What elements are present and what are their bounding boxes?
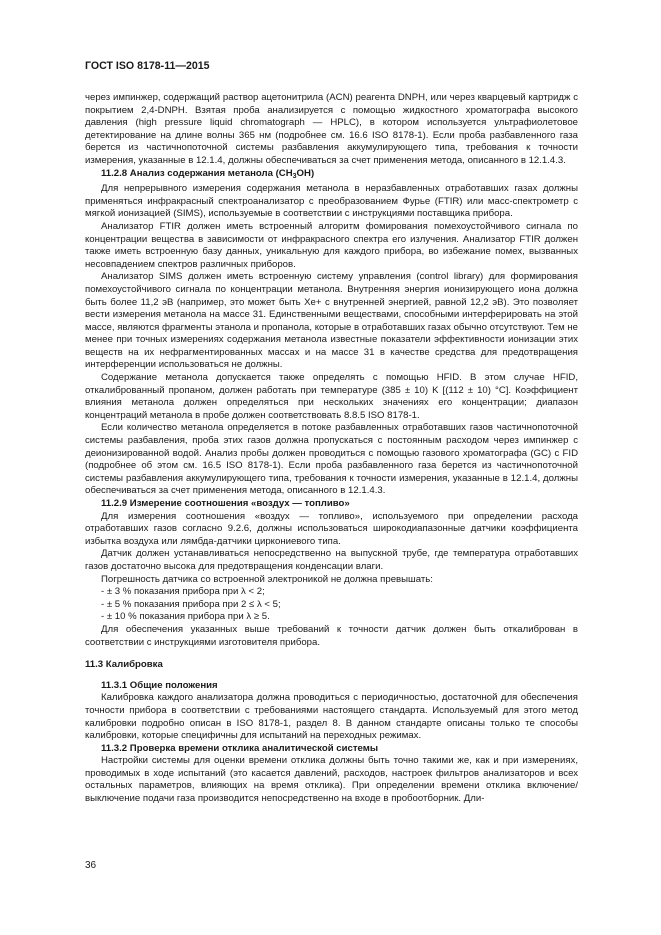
subscript: 3 [292,172,297,180]
paragraph: Для измерения соотношения «воздух — топливо», используемого при определении расхода отработавших газов согласно 9.2.6, должны использоваться широкодиапазонные датчики коэффициента избытка воздуха или лямбда-датчики циркониевого типа. [85,510,578,547]
page-number: 36 [85,860,97,871]
list-item: - ± 3 % показания прибора при λ < 2; [101,586,265,598]
heading-text: OH) [296,167,315,179]
section-heading: 11.3 Калибровка [85,659,163,671]
paragraph: Настройки системы для оценки времени отклика должны быть точно такими же, как и при измерениях, проводимых в ходе испытаний (это касается давлений, расходов, настроек фильтров анализаторов и всех остальных параметров, влияющих на время отклика). При определении времени отклика включение/выключение подачи газа производится непосредственно на входе в пробоотборник. Дли- [85,755,578,805]
paragraph: Датчик должен устанавливаться непосредственно на выпускной трубе, где температура отработавших газов достаточно высока для предотвращения конденсации влаги. [85,548,578,572]
document-header: ГОСТ ISO 8178-11—2015 [85,60,210,72]
document-body [85,92,578,806]
section-heading [85,168,578,184]
paragraph: Погрешность датчика со встроенной электроникой не должна превышать: [101,573,433,585]
paragraph: Для непрерывного измерения содержания метанола в неразбавленных отработавших газах должны применяться инфракрасный спектроанализатор с преобразованием Фурье (FTIR) или масс-спектрометр с мягкой ионизацией (SIMS), используемые в соответствии с инструкциями поставщика прибора. [85,183,578,220]
section-heading: 11.3.1 Общие положения [101,679,218,691]
paragraph: Калибровка каждого анализатора должна проводиться с периодичностью, достаточной для обеспечения точности прибора в соответствии с требованиями настоящего стандарта. Используемый для этого метод калибровки подробно описан в ISO 8178-1, раздел 8. В данном стандарте описаны только те способы калибровки, которые специфичны для испытаний на переходных режимах. [85,692,578,742]
section-heading: 11.3.2 Проверка времени отклика аналитической системы [101,742,379,754]
heading-text: 11.2.8 Анализ содержания метанола (CH [101,167,293,179]
list-item: - ± 5 % показания прибора при 2 ≤ λ < 5; [101,598,281,610]
paragraph: Анализатор FTIR должен иметь встроенный алгоритм фомирования помехоустойчивого сигнала по концентрации вещества в зависимости от инфракрасного спектра его излучения. Анализатор FTIR должен также иметь встроенную базу данных, уникальную для каждого прибора, во избежание помех, вызванных несовпадением спектров различных приборов. [85,220,578,270]
paragraph: Содержание метанола допускается также определять с помощью HFID. В этом случае HFID, откалиброванный пропаном, должен работать при температуре (385 ± 10) K [(112 ± 10) °C]. Коэффициент влияния метанола должен определяться при нескольких значениях его концентрации; диапазон концентраций метанола в пробе должен соответствовать 8.8.5 ISO 8178-1. [85,372,578,421]
list-item: - ± 10 % показания прибора при λ ≥ 5. [101,611,270,623]
paragraph: через импинжер, содержащий раствор ацетонитрила (ACN) реагента DNPH, или через кварцевый картридж с покрытием 2,4-DNPH. Взятая проба анализируется с помощью жидкостного хроматографа высокого давления (high pressure liquid chromatograph — HPLC), в котором используется ультрафиолетовое детектирование на длине волны 365 нм (подробнее см. 16.6 ISO 8178-1). Если проба разбавленного газа берется из частичнопоточной системы разбавления аккумулирующего типа, требования к точности измерения, указанные в 12.1.4, должны обеспечиваться за счет применения метода, описанного в 12.1.4.3. [85,92,578,166]
paragraph: Анализатор SIMS должен иметь встроенную систему управления (control library) для формирования помехоустойчивого сигнала по концентрации метанола. Внутренняя энергия ионизирующего иона должна быть более 11,2 эВ (например, это может быть Xe+ с внутренней энергией, равной 12,2 эВ). Это позволяет вести измерения метанола на массе 31. Единственными веществами, способными интерферировать на этой массе, являются фрагменты этанола и пропанола, которые в отработавших газах обычно отсутствуют. Тем не менее при точных измерениях содержания метанола известные показатели эффективности ионизации этих веществ на их нефрагментированных массах и на массе 31 в качестве средства для предотвращения интерференции использоваться не должны. [85,271,578,371]
section-heading: 11.2.9 Измерение соотношения «воздух — топливо» [101,498,350,509]
paragraph: Если количество метанола определяется в потоке разбавленных отработавших газов частичнопоточной системы разбавления, проба этих газов должна пропускаться с постоянным расходом через импинжер с деионизированной водой. Анализ пробы должен проводиться с помощью газового хроматографа (GC) с FID (подробнее об этом см. 16.5 ISO 8178-1). Если проба разбавленного газа берется из частичнопоточной системы разбавления аккумулирующего типа, требования к точности измерения, указанные в 12.1.4, должны обеспечиваться за счет применения метода, описанного в 12.1.4.3. [85,422,578,497]
paragraph: Для обеспечения указанных выше требований к точности датчик должен быть откалиброван в соответствии с инструкциями изготовителя прибора. [85,623,578,648]
